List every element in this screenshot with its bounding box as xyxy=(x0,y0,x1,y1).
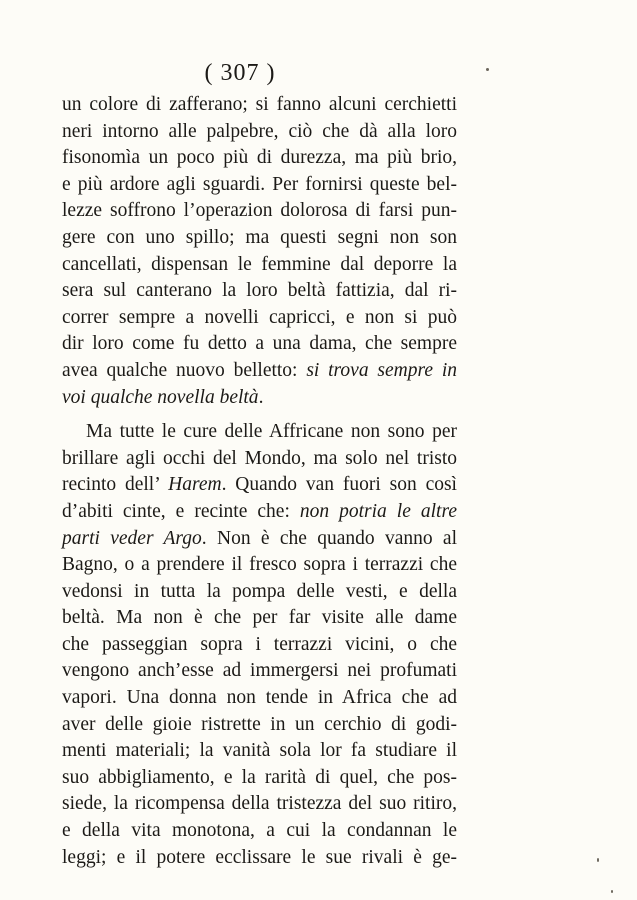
text-segment: neri intorno alle palpebre, ciò che dà alla loro xyxy=(62,120,457,142)
text-segment: lezze soffrono l’operazion dolorosa di farsi pun- xyxy=(62,200,457,222)
text-line xyxy=(62,632,457,659)
text-segment: beltà. Ma non è che per far visite alle dame xyxy=(62,607,457,629)
text-segment: avea qualche nuovo belletto: xyxy=(62,359,307,381)
ink-speck xyxy=(611,890,613,893)
text-segment: gere con uno spillo; ma questi segni non son xyxy=(62,226,457,248)
text-segment: un colore di zafferano; si fanno alcuni cerchietti xyxy=(62,94,457,115)
text-segment: menti materiali; la vanità sola lor fa studiare il xyxy=(62,740,457,762)
italic-text: parti veder Argo xyxy=(62,527,202,549)
text-line xyxy=(62,92,457,119)
page-number: ( 307 ) xyxy=(204,60,276,86)
text-segment: fisonomìa un poco più di durezza, ma più brio, xyxy=(62,147,457,169)
text-line xyxy=(62,278,457,305)
ink-speck xyxy=(597,858,599,862)
text-segment: correr sempre a novelli capricci, e non si può xyxy=(62,306,457,328)
text-line xyxy=(62,198,457,225)
text-line xyxy=(62,446,457,473)
text-line xyxy=(62,385,457,412)
text-line xyxy=(62,791,457,818)
text-segment: vedonsi in tutta la pompa delle vesti, e della xyxy=(62,580,457,602)
text-segment: d’abiti cinte, e recinte che: xyxy=(62,500,300,522)
text-segment: e della vita monotona, a cui la condannan le xyxy=(62,820,457,842)
text-segment: aver delle gioie ristrette in un cerchio di godi- xyxy=(62,713,457,735)
body-text xyxy=(62,92,457,871)
text-line xyxy=(62,499,457,526)
text-segment: Ma tutte le cure delle Affricane non sono per xyxy=(86,421,457,443)
text-line xyxy=(62,172,457,199)
text-segment: suo abbigliamento, e la rarità di quel, che pos- xyxy=(62,766,457,788)
text-segment: . Quando van fuori son così xyxy=(221,474,457,496)
text-segment: vapori. Una donna non tende in Africa che ad xyxy=(62,687,457,709)
italic-text: si trova sempre in xyxy=(306,359,457,381)
text-line xyxy=(62,472,457,499)
italic-text: non potria le altre xyxy=(299,500,457,522)
text-line xyxy=(62,818,457,845)
text-segment: cancellati, dispensan le femmine dal deporre la xyxy=(62,253,457,275)
text-line xyxy=(62,252,457,279)
ink-speck xyxy=(486,68,489,71)
text-line xyxy=(62,305,457,332)
text-line xyxy=(62,765,457,792)
text-line xyxy=(62,145,457,172)
italic-text: Harem xyxy=(168,474,222,496)
text-line xyxy=(62,605,457,632)
text-line xyxy=(62,119,457,146)
text-segment: recinto dell’ xyxy=(62,474,169,496)
text-line xyxy=(62,358,457,385)
text-line xyxy=(62,526,457,553)
text-segment: . xyxy=(258,386,264,408)
text-line xyxy=(62,331,457,358)
italic-text: voi qualche novella beltà xyxy=(62,386,259,408)
text-line xyxy=(62,685,457,712)
text-line xyxy=(62,225,457,252)
text-segment: brillare agli occhi del Mondo, ma solo nel tristo xyxy=(62,447,457,469)
text-line xyxy=(62,712,457,739)
text-segment: sera sul canterano la loro beltà fattizia, dal ri- xyxy=(62,280,457,302)
text-segment: siede, la ricompensa della tristezza del suo ritiro, xyxy=(62,793,457,815)
text-segment: e più ardore agli sguardi. Per fornirsi queste bel- xyxy=(62,173,457,195)
text-segment: leggi; e il potere ecclissare le sue rivali è ge- xyxy=(62,846,457,868)
text-line xyxy=(62,419,457,446)
text-segment: . Non è che quando vanno al xyxy=(201,527,458,549)
paragraph-gap xyxy=(62,411,457,419)
text-segment: dir loro come fu detto a una dama, che sempre xyxy=(62,333,457,355)
text-line xyxy=(62,658,457,685)
text-segment: Bagno, o a prendere il fresco sopra i terrazzi che xyxy=(62,554,457,576)
text-line xyxy=(62,579,457,606)
text-line xyxy=(62,845,457,872)
text-segment: che passeggian sopra i terrazzi vicini, o che xyxy=(62,633,457,655)
text-line xyxy=(62,738,457,765)
text-segment: vengono anch’esse ad immergersi nei profumati xyxy=(62,660,457,682)
text-line xyxy=(62,552,457,579)
